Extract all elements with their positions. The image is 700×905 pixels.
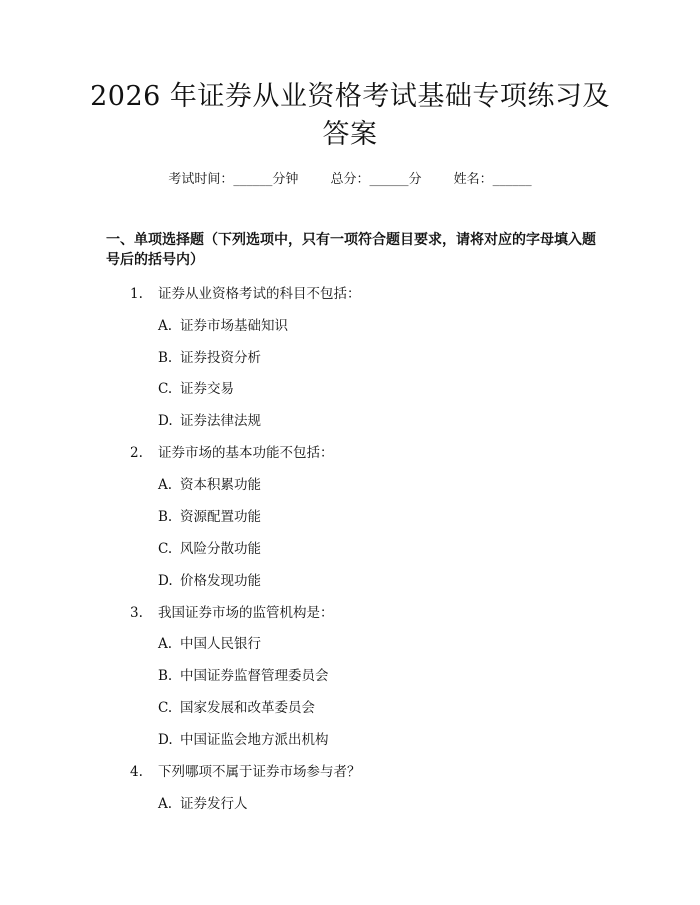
- exam-time-field: 考试时间：______分钟: [168, 172, 299, 187]
- option-text: 证券市场基础知识: [180, 318, 288, 334]
- option-3b: [158, 664, 329, 684]
- option-text: 证券发行人: [180, 796, 248, 812]
- option-1b: [158, 346, 261, 366]
- option-letter: C.: [158, 381, 173, 397]
- question-2: [130, 441, 334, 461]
- option-letter: A.: [158, 636, 173, 652]
- exam-info-line: [0, 168, 700, 187]
- option-text: 风险分散功能: [180, 541, 261, 557]
- option-3d: [158, 728, 329, 748]
- option-letter: C.: [158, 700, 173, 716]
- option-text: 资源配置功能: [180, 509, 261, 525]
- option-letter: A.: [158, 477, 173, 493]
- question-number: 4.: [130, 764, 143, 780]
- option-2b: [158, 505, 261, 525]
- question-text: 证券市场的基本功能不包括：: [158, 445, 334, 461]
- question-text: 下列哪项不属于证券市场参与者？: [158, 764, 361, 780]
- option-text: 证券法律法规: [180, 413, 261, 429]
- option-2a: [158, 473, 261, 493]
- option-letter: D.: [158, 413, 173, 429]
- option-2c: [158, 537, 261, 557]
- question-number: 2.: [130, 445, 143, 461]
- question-text: 我国证券市场的监管机构是：: [158, 605, 334, 621]
- option-text: 资本积累功能: [180, 477, 261, 493]
- question-number: 3.: [130, 605, 143, 621]
- question-4: [130, 760, 361, 780]
- option-letter: B.: [158, 350, 173, 366]
- question-3: [130, 601, 334, 621]
- option-letter: A.: [158, 318, 173, 334]
- question-1: [130, 282, 361, 302]
- option-letter: B.: [158, 668, 173, 684]
- total-score-field: 总分：______分: [330, 172, 422, 187]
- option-text: 价格发现功能: [180, 573, 261, 589]
- option-1a: [158, 314, 288, 334]
- option-1c: [158, 377, 234, 397]
- option-text: 证券交易: [180, 381, 234, 397]
- name-field: 姓名：______: [453, 172, 532, 187]
- option-letter: A.: [158, 796, 173, 812]
- option-letter: B.: [158, 509, 173, 525]
- question-number: 1.: [130, 286, 143, 302]
- option-4a: [158, 792, 248, 812]
- option-text: 国家发展和改革委员会: [180, 700, 315, 716]
- option-letter: D.: [158, 732, 173, 748]
- option-letter: D.: [158, 573, 173, 589]
- question-text: 证券从业资格考试的科目不包括：: [158, 286, 361, 302]
- option-text: 中国证券监督管理委员会: [180, 668, 329, 684]
- option-text: 中国证监会地方派出机构: [180, 732, 329, 748]
- option-text: 证券投资分析: [180, 350, 261, 366]
- option-1d: [158, 409, 261, 429]
- section-heading: 一、单项选择题（下列选项中，只有一项符合题目要求，请将对应的字母填入题号后的括号内）: [106, 232, 596, 268]
- option-3c: [158, 696, 315, 716]
- option-text: 中国人民银行: [180, 636, 261, 652]
- option-2d: [158, 569, 261, 589]
- option-3a: [158, 632, 261, 652]
- option-letter: C.: [158, 541, 173, 557]
- document-title: 2026 年证券从业资格考试基础专项练习及答案: [90, 81, 610, 150]
